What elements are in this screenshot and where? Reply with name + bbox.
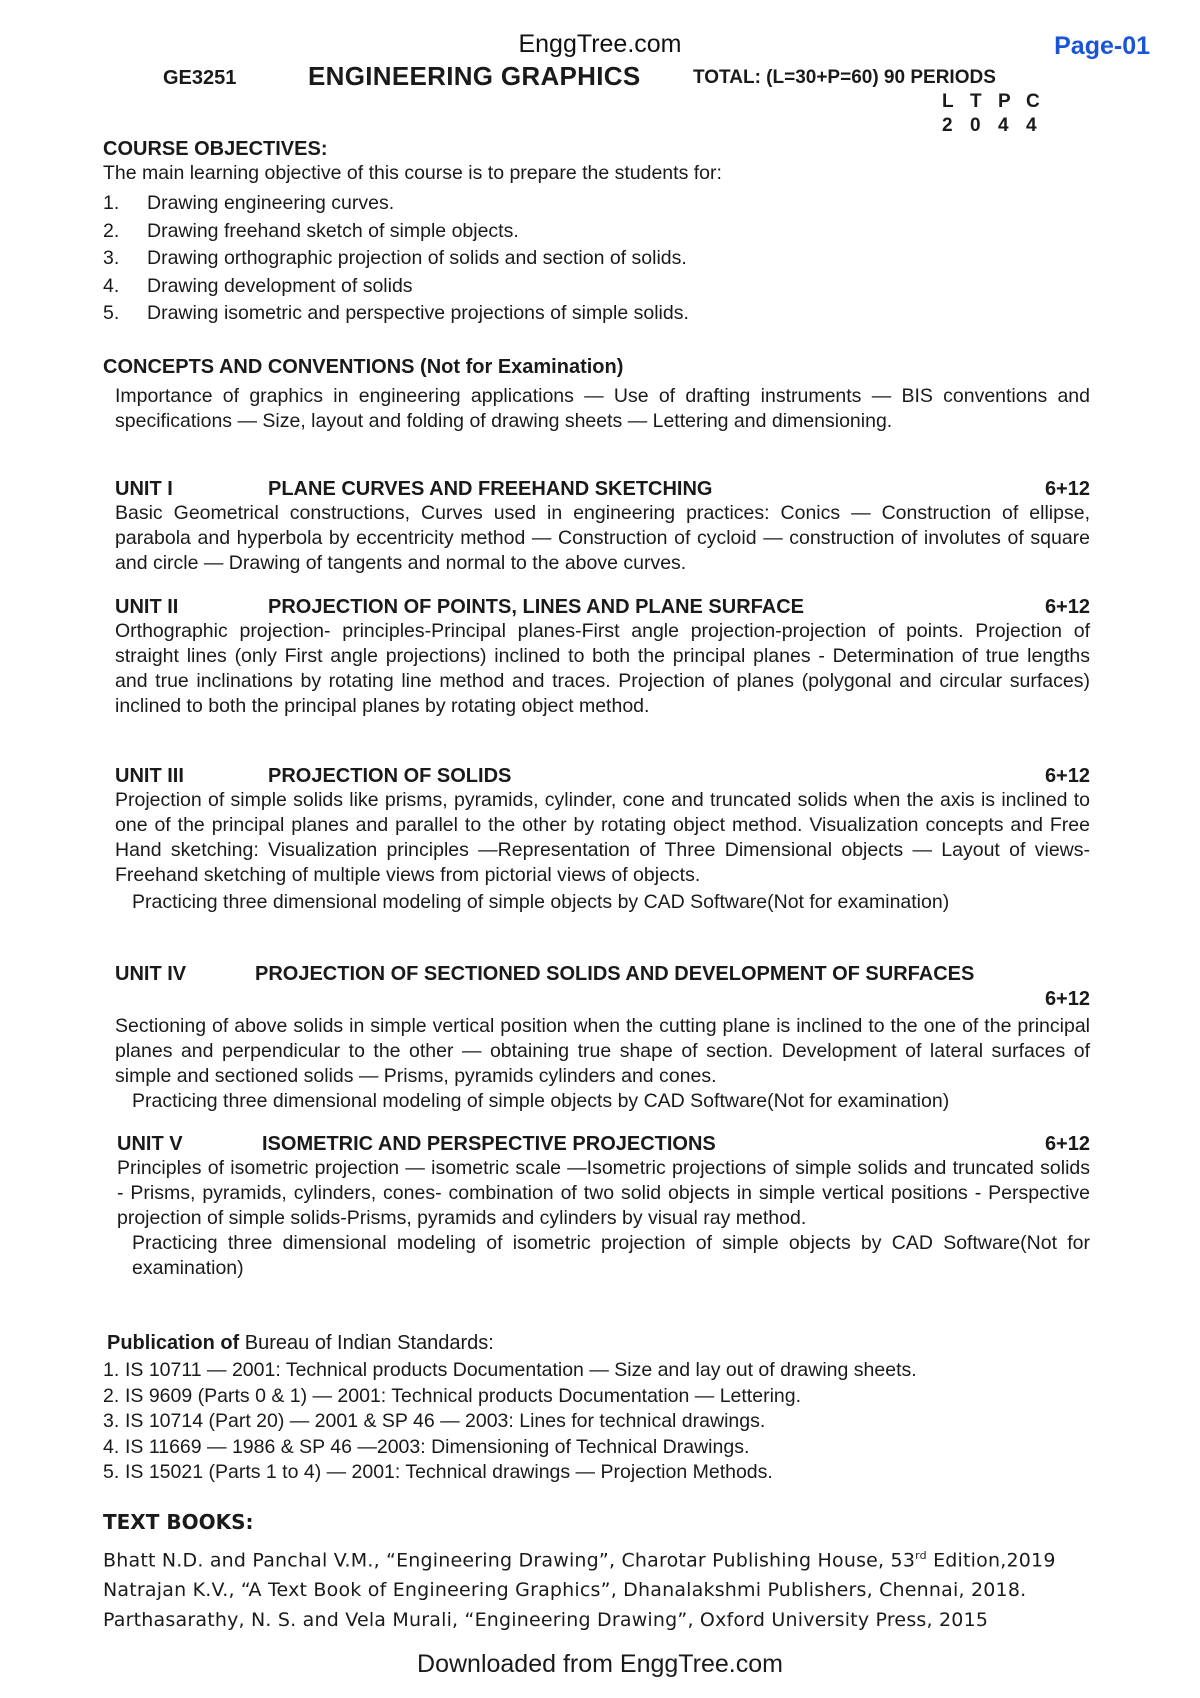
list-item — [103, 190, 689, 218]
publication-heading-rest: Bureau of Indian Standards: — [239, 1332, 494, 1354]
unit-description: Basic Geometrical constructions, Curves used in engineering practices: Conics — Construction of ellipse, parabola and hyperbola by eccentricity method — Construction of cycloid — construction of involutes of square and circle — Drawing of tangents and normal to the above curves. — [115, 502, 1090, 574]
unit-number: UNIT IV — [115, 963, 187, 985]
footer-download-note: Downloaded from EnggTree.com — [417, 1650, 783, 1678]
unit-description: Principles of isometric projection — isometric scale —Isometric projections of simple solids and truncated solids - Prisms, pyramids, cylinders, cones- combination of two solid objects in simple vertical positions - Perspective projection of simple solids-Prisms, pyramids and cylinders by visual ray method. — [117, 1157, 1090, 1229]
unit-section — [117, 1133, 1090, 1281]
ltpc-labels-row — [942, 90, 1054, 114]
objectives-list — [103, 190, 689, 328]
item-superscript: rd — [915, 1549, 927, 1562]
unit-number: UNIT III — [115, 765, 184, 787]
item-text: Drawing development of solids — [147, 274, 413, 297]
list-item — [103, 245, 689, 273]
item-text: IS 10714 (Part 20) — 2001 & SP 46 — 2003: Lines for technical drawings. — [125, 1410, 766, 1432]
unit-description: Sectioning of above solids in simple vertical position when the cutting plane is inclined to the one of the principal planes and perpendicular to the other — obtaining true shape of section. Development of lateral surfaces of simple and sectioned solids — Prisms, pyramids cylinders and cones. — [115, 1015, 1090, 1087]
unit-section — [115, 596, 1090, 719]
site-name: EnggTree.com — [518, 30, 682, 58]
unit-section — [115, 478, 1090, 576]
publication-heading-bold: Publication of — [107, 1332, 240, 1354]
item-number: 5. — [103, 1461, 120, 1483]
unit-title: PROJECTION OF POINTS, LINES AND PLANE SURFACE — [268, 596, 804, 618]
item-text: IS 11669 — 1986 & SP 46 —2003: Dimensioning of Technical Drawings. — [125, 1435, 750, 1458]
list-item — [103, 1460, 917, 1486]
unit-heading — [115, 765, 1090, 788]
objectives-section — [103, 138, 722, 186]
publication-heading — [107, 1332, 494, 1355]
unit-heading — [117, 1133, 1090, 1156]
unit-hours: 6+12 — [1044, 988, 1090, 1010]
item-text: IS 10711 — 2001: Technical products Documentation — Size and lay out of drawing sheets. — [125, 1359, 917, 1381]
objectives-intro: The main learning objective of this course is to prepare the students for: — [103, 162, 722, 184]
unit-heading — [115, 963, 1090, 986]
unit-heading — [115, 478, 1090, 501]
item-number: 3. — [103, 247, 120, 269]
ltpc-value: 2 — [942, 115, 953, 136]
item-text: Drawing freehand sketch of simple objects. — [147, 219, 519, 242]
unit-description: Projection of simple solids like prisms, pyramids, cylinder, cone and truncated solids when the axis is inclined to one of the principal planes and parallel to the other by rotating object method. Visualization concepts and Free Hand sketching: Visualization principles —Representation of Three Dimensional objects — Layout of views- Freehand sketching of multiple views from pictorial views of objects. — [115, 789, 1090, 886]
objectives-heading: COURSE OBJECTIVES: — [103, 138, 328, 160]
item-text: Drawing isometric and perspective projections of simple solids. — [147, 302, 689, 324]
ltpc-label: T — [970, 91, 982, 112]
unit-title: PROJECTION OF SECTIONED SOLIDS AND DEVELOPMENT OF SURFACES — [255, 963, 975, 985]
unit-number: UNIT I — [115, 478, 173, 500]
unit-number: UNIT II — [115, 596, 179, 618]
ltpc-table — [942, 90, 1054, 138]
item-text: Bhatt N.D. and Panchal V.M., “Engineering Drawing”, Charotar Publishing House, 53 — [103, 1549, 916, 1572]
ltpc-label: L — [942, 91, 954, 112]
item-text: IS 9609 (Parts 0 & 1) — 2001: Technical products Documentation — Lettering. — [125, 1384, 802, 1407]
item-number: 4. — [103, 274, 120, 297]
item-number: 2. — [103, 219, 120, 242]
item-number: 2. — [103, 1384, 120, 1407]
textbooks-heading: TEXT BOOKS: — [103, 1510, 254, 1534]
list-item — [103, 1575, 1056, 1605]
list-item — [103, 1409, 917, 1435]
course-code: GE3251 — [163, 67, 237, 89]
unit-hours: 6+12 — [1044, 765, 1090, 787]
unit-title: PROJECTION OF SOLIDS — [268, 765, 512, 787]
concepts-text: Importance of graphics in engineering applications — Use of drafting instruments — BIS conventions and specifications — Size, layout and folding of drawing sheets — Lettering and dimensioning. — [115, 385, 1090, 432]
item-text: Parthasarathy, N. S. and Vela Murali, “Engineering Drawing”, Oxford University Press, 2015 — [103, 1609, 989, 1632]
unit-section — [115, 963, 1090, 1114]
item-text-end: Edition,2019 — [926, 1549, 1056, 1572]
item-text: Drawing engineering curves. — [147, 192, 395, 214]
list-item — [103, 218, 689, 246]
unit-number: UNIT V — [117, 1133, 183, 1155]
unit-title: PLANE CURVES AND FREEHAND SKETCHING — [268, 478, 713, 500]
unit-section — [115, 765, 1090, 915]
course-title: ENGINEERING GRAPHICS — [308, 61, 641, 91]
page-number: Page-01 — [1054, 32, 1150, 60]
ltpc-label: C — [1026, 91, 1040, 112]
list-item — [103, 1435, 917, 1461]
item-number: 5. — [103, 302, 120, 324]
item-number: 1. — [103, 1359, 120, 1381]
publication-list — [103, 1358, 917, 1486]
unit-description: Orthographic projection- principles-Principal planes-First angle projection-projection of points. Projection of straight lines (only First angle projections) inclined to both the principal planes - Determination of true lengths and true inclinations by rotating line method and traces. Projection of planes (polygonal and circular surfaces) inclined to both the principal planes by rotating object method. — [115, 620, 1090, 717]
unit-hours: 6+12 — [1044, 1133, 1090, 1155]
list-item — [103, 1358, 917, 1384]
list-item — [103, 1605, 1056, 1635]
unit-note: Practicing three dimensional modeling of simple objects by CAD Software(Not for examination) — [132, 891, 950, 913]
unit-note: Practicing three dimensional modeling of isometric projection of simple objects by CAD Software(Not for examination) — [132, 1232, 1090, 1279]
item-text: Drawing orthographic projection of solids and section of solids. — [147, 247, 687, 269]
item-text: Natrajan K.V., “A Text Book of Engineering Graphics”, Dhanalakshmi Publishers, Chennai, 2018. — [103, 1579, 1027, 1602]
list-item — [103, 273, 689, 301]
list-item — [103, 300, 689, 328]
textbooks-list — [103, 1541, 1056, 1635]
unit-heading — [115, 596, 1090, 619]
unit-hours: 6+12 — [1044, 478, 1090, 500]
total-periods: TOTAL: (L=30+P=60) 90 PERIODS — [693, 67, 996, 88]
ltpc-values-row — [942, 114, 1054, 138]
unit-hours: 6+12 — [1044, 596, 1090, 618]
list-item — [103, 1541, 1056, 1575]
ltpc-value: 4 — [1026, 115, 1037, 136]
item-number: 4. — [103, 1435, 120, 1458]
list-item — [103, 1384, 917, 1410]
ltpc-value: 4 — [998, 115, 1009, 136]
unit-note: Practicing three dimensional modeling of simple objects by CAD Software(Not for examination) — [132, 1090, 950, 1112]
item-number: 3. — [103, 1410, 120, 1432]
item-number: 1. — [103, 192, 120, 214]
concepts-heading: CONCEPTS AND CONVENTIONS (Not for Examination) — [103, 356, 624, 378]
ltpc-label: P — [998, 91, 1011, 112]
item-text: IS 15021 (Parts 1 to 4) — 2001: Technical drawings — Projection Methods. — [125, 1461, 773, 1483]
ltpc-value: 0 — [970, 115, 981, 136]
unit-title: ISOMETRIC AND PERSPECTIVE PROJECTIONS — [262, 1133, 716, 1155]
